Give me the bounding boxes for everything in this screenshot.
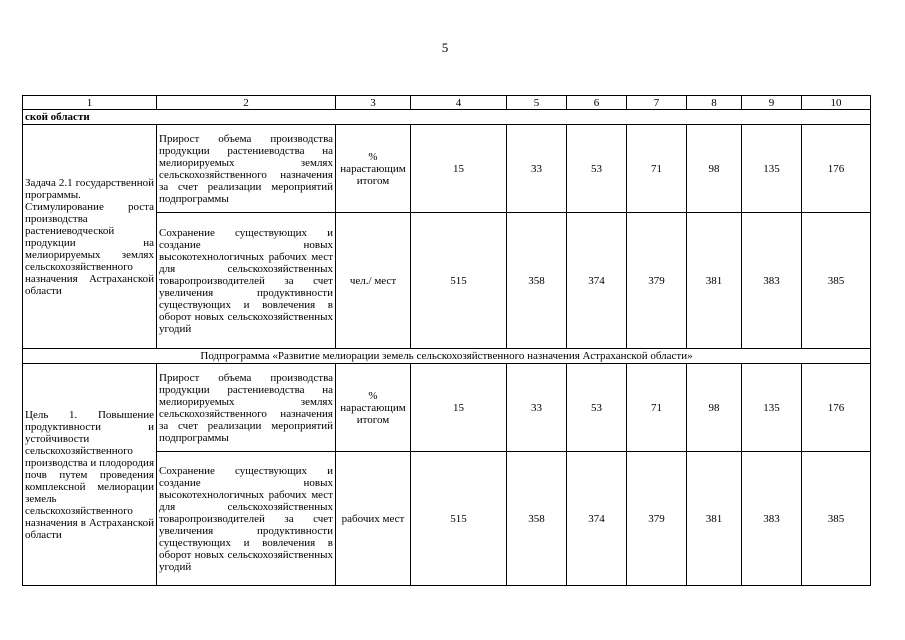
value-cell: 135 [742, 125, 802, 213]
page-number: 5 [441, 40, 449, 55]
unit-cell: % нарастающим итогом [336, 125, 411, 213]
value-cell: 135 [742, 364, 802, 452]
indicator-cell: Прирост объема производства продукции растениеводства на мелиорируемых землях сельскохозяйственного назначения за счет реализации мероприятий подпрограммы [157, 125, 336, 213]
value-cell: 15 [411, 125, 507, 213]
column-header: 10 [802, 96, 871, 110]
column-number-row [23, 96, 871, 110]
value-cell: 385 [802, 213, 871, 349]
value-cell: 33 [507, 125, 567, 213]
value-cell: 71 [627, 364, 687, 452]
subprogram-title: Подпрограмма «Развитие мелиорации земель сельскохозяйственного назначения Астраханской области» [23, 349, 871, 364]
value-cell: 383 [742, 213, 802, 349]
value-cell: 98 [687, 364, 742, 452]
value-cell: 381 [687, 452, 742, 586]
subprogram-row [23, 349, 871, 364]
column-header: 3 [336, 96, 411, 110]
column-header: 6 [567, 96, 627, 110]
unit-cell: чел./ мест [336, 213, 411, 349]
column-header: 5 [507, 96, 567, 110]
value-cell: 71 [627, 125, 687, 213]
value-cell: 53 [567, 364, 627, 452]
value-cell: 358 [507, 213, 567, 349]
value-cell: 515 [411, 213, 507, 349]
value-cell: 33 [507, 364, 567, 452]
continuation-row [23, 110, 871, 125]
column-header: 2 [157, 96, 336, 110]
value-cell: 53 [567, 125, 627, 213]
value-cell: 176 [802, 125, 871, 213]
value-cell: 385 [802, 452, 871, 586]
value-cell: 15 [411, 364, 507, 452]
continuation-text: ской области [23, 110, 871, 125]
value-cell: 381 [687, 213, 742, 349]
indicator-cell: Сохранение существующих и создание новых высокотехнологичных рабочих мест для сельскохозяйственных товаропроизводителей за счет увеличения продуктивности существующих и вовлечения в оборот новых сельскохозяйственных угодий [157, 213, 336, 349]
column-header: 9 [742, 96, 802, 110]
column-header: 4 [411, 96, 507, 110]
value-cell: 358 [507, 452, 567, 586]
value-cell: 379 [627, 452, 687, 586]
value-cell: 374 [567, 213, 627, 349]
value-cell: 379 [627, 213, 687, 349]
column-header: 7 [627, 96, 687, 110]
value-cell: 98 [687, 125, 742, 213]
goal-cell: Цель 1. Повышение продуктивности и устойчивости сельскохозяйственного производства и плодородия почв путем проведения комплексной мелиорации земель сельскохозяйственного назначения в Астраханской области [23, 364, 157, 586]
unit-cell: % нарастающим итогом [336, 364, 411, 452]
indicators-table [22, 95, 871, 586]
column-header: 1 [23, 96, 157, 110]
value-cell: 383 [742, 452, 802, 586]
value-cell: 374 [567, 452, 627, 586]
indicator-cell: Сохранение существующих и создание новых высокотехнологичных рабочих мест для сельскохозяйственных товаропроизводителей за счет увеличения продуктивности существующих и вовлечения в оборот новых сельскохозяйственных угодий [157, 452, 336, 586]
table-row [23, 364, 871, 452]
table-row [23, 125, 871, 213]
unit-cell: рабочих мест [336, 452, 411, 586]
goal-cell: Задача 2.1 государственной программы. Стимулирование роста производства растениеводческой продукции на мелиорируемых землях сельскохозяйственного назначения Астраханской области [23, 125, 157, 349]
column-header: 8 [687, 96, 742, 110]
value-cell: 176 [802, 364, 871, 452]
indicator-cell: Прирост объема производства продукции растениеводства на мелиорируемых землях сельскохозяйственного назначения за счет реализации мероприятий подпрограммы [157, 364, 336, 452]
value-cell: 515 [411, 452, 507, 586]
